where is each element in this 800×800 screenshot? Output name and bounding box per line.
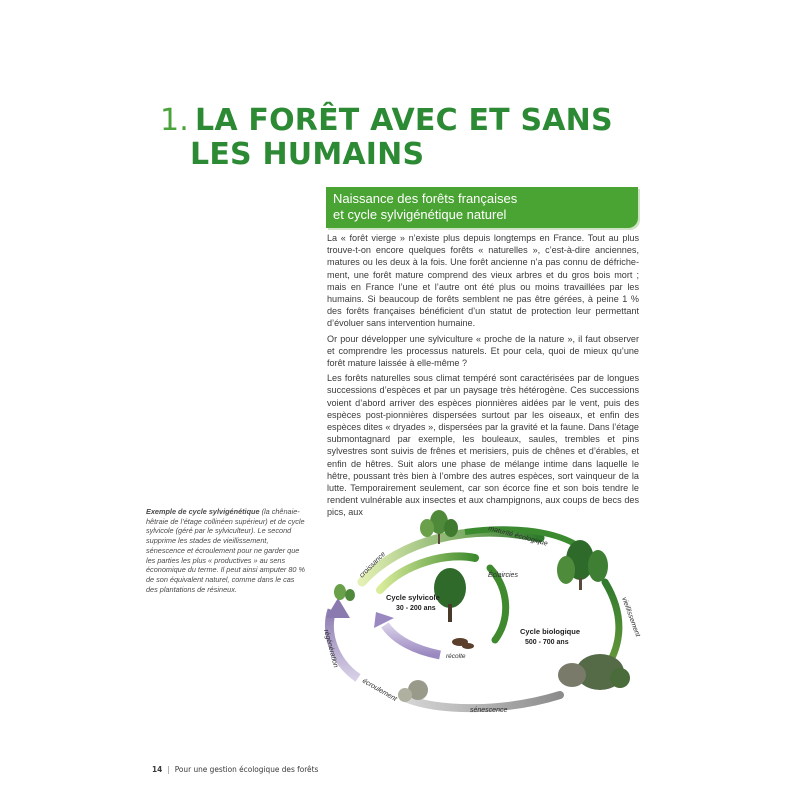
section-banner <box>326 187 638 228</box>
tree-cluster-bottom-right <box>558 654 630 690</box>
body-paragraph-1: La « forêt vierge » n’existe plus depuis longtemps en France. Tout au plus trouve-t-on encore quelques forêts « naturelles », c’est-à-dire anciennes, matures ou les deux à la fois. Une forêt ancienne n’a pas connu de défrichement, une forêt mature comprend des vieux arbres et du gros bois mort ; mais en France l’une et l’autre ont été plus ou moins travaillées par les humains. Si beaucoup de forêts semblent ne pas être gérées, à peine 1 % des forêts françaises bénéficient d’un statut de protection leur permettant d’évoluer sans intervention humaine. <box>327 233 639 329</box>
outer-arrow-head <box>326 598 350 618</box>
label-senescence: sénescence <box>470 707 508 714</box>
body-text <box>327 232 639 522</box>
body-paragraph-2: Or pour développer une sylviculture « proche de la nature », il faut observer et comprendre les processus naturels. Et pour cela, quoi de mieux qu’une forêt mature laissée à elle-même ? <box>327 333 639 369</box>
label-vieillissement: vieillissement <box>620 596 641 638</box>
cycle-sylvicole-duration: 30 - 200 ans <box>396 605 436 612</box>
footer-title: Pour une gestion écologique des forêts <box>174 764 319 774</box>
page-number: 14 <box>152 764 163 774</box>
caption-text: (la chênaie-hêtraie de l’étage collinéen supérieur) et de cycle sylvicole (géré par le sylviculteur). Le second supprime les stades de vieillissement, sénescence et écroulement pour ne garder que les parties les plus « productives » au sens économique du terme. Il peut ainsi amputer 80 % de son équivalent naturel, comme dans le cas des plantations de résineux. <box>146 507 305 594</box>
page-footer <box>152 764 318 774</box>
cycle-biologique-duration: 500 - 700 ans <box>525 639 569 646</box>
section-title-line1: Naissance des forêts françaises <box>333 191 518 206</box>
body-paragraph-3: Les forêts naturelles sous climat tempéré sont caractérisées par de longues successions d’espèces et par un paysage très hétérogène. Ces successions voient d’abord arriver des espèces pionnières aidées par le vent, puis des espèces post-pionnières dispersées surtout par les oiseaux, et enfin des espèces dites « dryades », dispersées par la gravité et la faune. Dans l’étage submontagnard par exemple, les bouleaux, saules, trembles et pins sylvestres sont suivis de frênes et merisiers, puis de chênes et d’érables, et enfin de hêtres. Suit alors une phase de mélange intime dans laquelle le hêtre, poussant très bien à l’ombre des autres espèces, sort vainqueur de la lutte. Temporairement seulement, car son écorce fine et son bois tendre le rendent vulnérable aux insectes et aux champignons, aux coups de becs des pics, aux <box>327 373 639 518</box>
figure-caption <box>146 507 306 594</box>
label-croissance: croissance <box>358 550 388 580</box>
tree-cluster-left <box>334 584 355 601</box>
chapter-title-line1: LA FORÊT AVEC ET SANS <box>195 103 613 138</box>
section-title <box>333 191 517 223</box>
inner-arc-bottom <box>385 625 440 655</box>
cycle-sylvicole-name: Cycle sylvicole <box>386 593 440 602</box>
tree-cluster-right <box>557 540 608 590</box>
chapter-title-line2: LES HUMAINS <box>190 137 425 172</box>
section-title-line2: et cycle sylvigénétique naturel <box>333 207 507 222</box>
caption-title: Exemple de cycle sylvigénétique <box>146 507 260 516</box>
label-maturite: maturité écologique <box>487 525 549 548</box>
cycle-biologique-name: Cycle biologique <box>520 627 581 636</box>
chapter-number: 1. <box>160 103 190 138</box>
label-ecroulement: écroulement <box>361 677 398 703</box>
footer-separator: | <box>167 764 170 774</box>
sylvigenetic-cycle-diagram <box>310 500 660 740</box>
label-recolte: récolte <box>446 653 466 660</box>
chapter-title <box>160 104 613 172</box>
label-regeneration: régénération <box>322 628 340 669</box>
label-eclaircies: Éclaircies <box>488 572 518 579</box>
log-pile <box>452 638 474 649</box>
